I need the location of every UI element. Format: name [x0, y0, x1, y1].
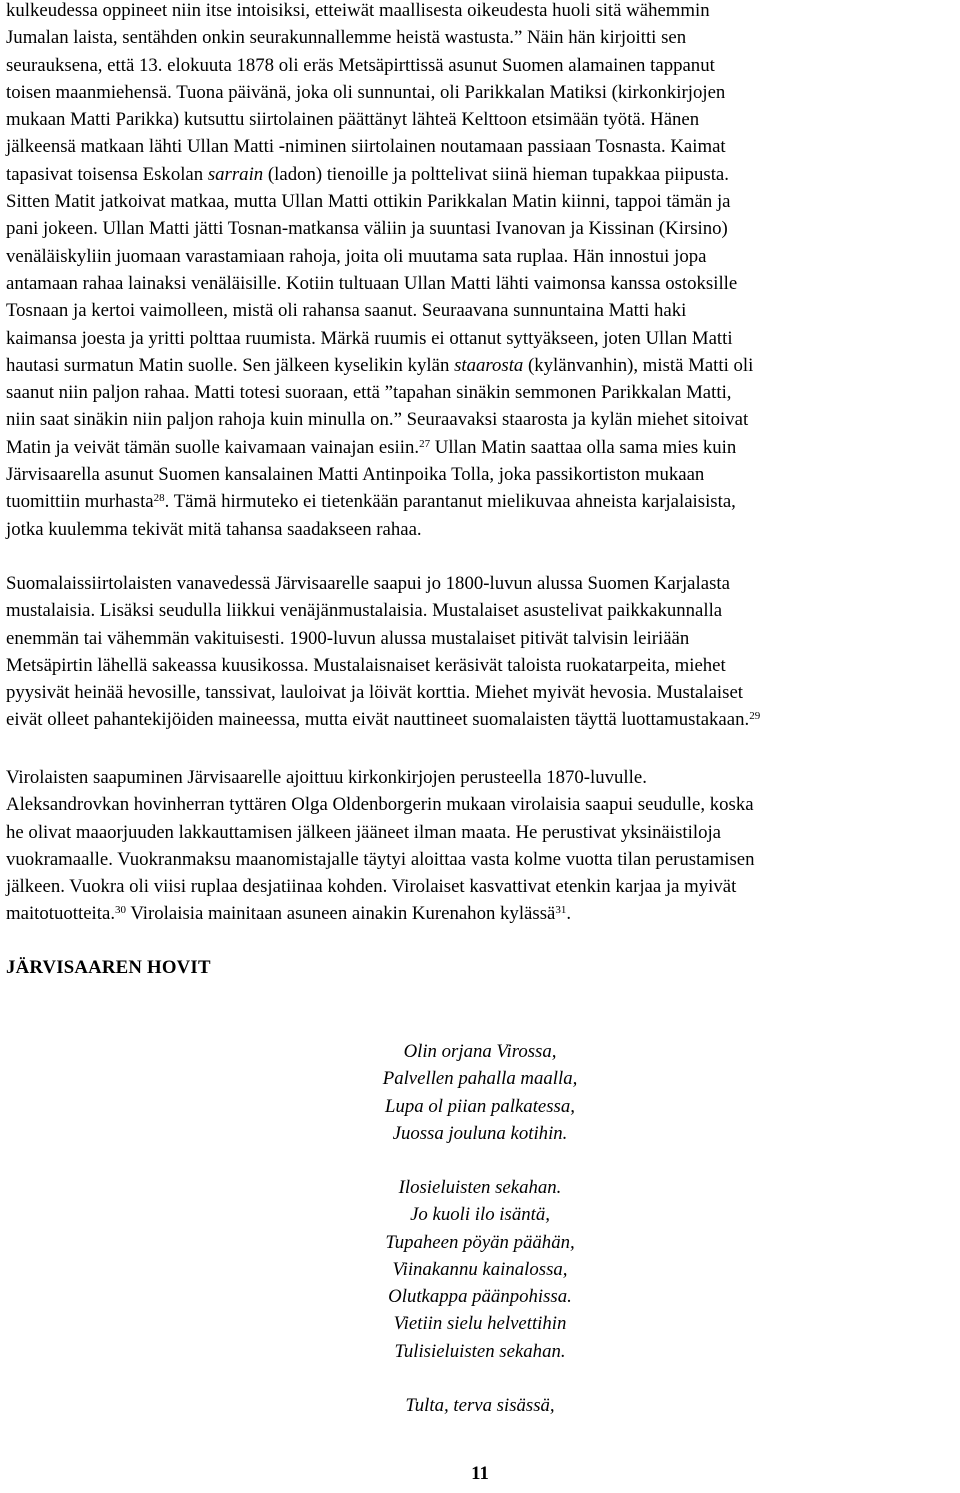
text-line: pyysivät heinää hevosille, tanssivat, lauloivat ja löivät korttia. Miehet myivät hevosia. Mustalaiset [6, 682, 743, 704]
text-line: tapasivat toisensa Eskolan sarrain (ladon) tienoille ja polttelivat siinä hieman tupakkaa piipusta. [6, 163, 729, 185]
footnote-ref: 28 [153, 492, 165, 505]
poem-line: Vietiin sielu helvettihin [393, 1313, 567, 1335]
text-line: mukaan Matti Parikka) kutsuttu siirtolainen päättänyt lähteä Kelttoon etsimään työtä. Hänen [6, 109, 700, 131]
text-line: Järvisaarella asunut Suomen kansalainen Matti Antinpoika Tolla, joka passikortiston mukaan [6, 464, 705, 486]
text-line: kaimansa joesta ja yritti polttaa ruumista. Märkä ruumis ei ottanut syttyäkseen, joten Ullan Matti [6, 327, 733, 349]
italic-term: sarrain [207, 163, 264, 185]
text-line: pani jokeen. Ullan Matti jätti Tosnan-matkansa väliin ja suuntasi Ivanovan ja Kissinan (Kirsino) [6, 218, 728, 240]
text-line: jälkeensä matkaan lähti Ullan Matti -niminen siirtolainen noutamaan passiaan Tosnasta. Kaimat [6, 136, 726, 158]
text-line: jälkeen. Vuokra oli viisi ruplaa desjatiinaa kohden. Virolaiset kasvattivat etenkin karjaa ja myivät [6, 876, 737, 898]
text-line: toisen maanmiehensä. Tuona päivänä, joka oli sunnuntai, oli Parikkalan Matiksi (kirkonkirjojen [6, 81, 726, 103]
text-line: maitotuotteita.$^{30}$ Virolaisia mainitaan asuneen ainakin Kurenahon kylässä$^{31}$. [6, 903, 572, 925]
text-line: Sitten Matit jatkoivat matkaa, mutta Ullan Matti ottikin Parikkalan Matin kiinni, tappoi tämän ja [6, 191, 731, 213]
poem-line: Tulisieluisten sekahan. [394, 1340, 566, 1362]
text-line: he olivat maaorjuuden lakkauttamisen jälkeen jääneet ilman maata. He perustivat yksinäistiloja [6, 821, 722, 843]
text-line: jotka kuulemma tekivät mitä tahansa saadakseen rahaa. [6, 518, 422, 540]
poem-line: Ilosieluisten sekahan. [398, 1177, 562, 1198]
footnote-ref: 30 [115, 904, 127, 917]
poem-line: Tulta, terva sisässä, [405, 1395, 555, 1416]
text-line: mustalaisia. Lisäksi seudulla liikkui venäjänmustalaisia. Mustalaiset asustelivat paikkakunnalla [6, 600, 723, 622]
poem-line: Jo kuoli ilo isäntä, [410, 1204, 550, 1226]
paragraph-murder-story [6, 0, 950, 543]
page-number: 11 [471, 1463, 489, 1484]
poem-line: Palvellen pahalla maalla, [382, 1068, 578, 1090]
text-line: Aleksandrovkan hovinherran tyttären Olga Oldenborgerin mukaan virolaisia saapui seudulle, koska [6, 794, 754, 816]
text-line: antamaan rahaa lainaksi venäläisille. Kotiin tultuaan Ullan Matti lähti vaimonsa kanssa ostoksille [6, 272, 738, 294]
text-line: Jumalan laista, sentähden onkin seurakunnallemme heistä wastusta.” Näin hän kirjoitti sen [6, 27, 687, 49]
text-line: Matin ja veivät tämän suolle kaivamaan vainajan esiin.$^{27}$ Ullan Matin saattaa olla sama mies kuin [6, 436, 737, 458]
poem-stanza [280, 1392, 680, 1419]
poem-stanza [280, 1174, 680, 1365]
footnote-ref: 31 [555, 904, 567, 917]
footnote-ref: 27 [419, 437, 431, 450]
text-line: seurauksena, että 13. elokuuta 1878 oli eräs Metsäpirttissä asunut Suomen alamainen tappanut [6, 54, 715, 76]
poem-line: Tupaheen pöyän päähän, [385, 1231, 575, 1253]
text-line: eivät olleet pahantekijöiden maineessa, mutta eivät nauttineet suomalaisten täyttä luottamustakaan.$^{29}$ [6, 709, 761, 731]
text-line: niin saat sinäkin niin paljon rahoja kuin minulla on.” Seuraavaksi staarosta ja kylän miehet sitoivat [6, 409, 749, 431]
text-line: kulkeudessa oppineet niin itse intoisiksi, etteiwät maallisesta oikeudesta huoli sitä wähemmin [6, 0, 710, 21]
poem-stanza [280, 1038, 680, 1147]
italic-term: staarosta [454, 354, 524, 376]
poem-line: Olin orjana Virossa, [403, 1041, 557, 1062]
text-line: hautasi surmatun Matin suolle. Sen jälkeen kyselikin kylän staarosta (kylänvanhin), mistä Matti oli [6, 354, 754, 376]
paragraph-gypsies [6, 570, 950, 734]
section-heading: JÄRVISAAREN HOVIT [6, 957, 211, 978]
text-line: enemmän tai vähemmän vakituisesti. 1900-luvun alussa mustalaiset pitivät talvisin leiriään [6, 627, 690, 649]
text-line: Metsäpirtin lähellä sakeassa kuusikossa. Mustalaisnaiset keräsivät taloista ruokatarpeita, miehet [6, 654, 726, 676]
text-line: Virolaisten saapuminen Järvisaarelle ajoittuu kirkonkirjojen perusteella 1870-luvulle. [6, 767, 647, 788]
footnote-ref: 29 [749, 710, 761, 723]
poem-line: Juossa jouluna kotihin. [392, 1122, 568, 1144]
text-line: venäläiskyliin juomaan varastamiaan rahoja, joita oli muutama sata ruplaa. Hän innostui jopa [6, 245, 707, 267]
poem-line: Lupa ol piian palkatessa, [385, 1095, 575, 1117]
text-line: saanut niin paljon rahaa. Matti totesi suoraan, että ”tapahan sinäkin semmonen Parikkalan Matti, [6, 382, 732, 404]
text-line: tuomittiin murhasta$^{28}$. Tämä hirmuteko ei tietenkään parantanut mielikuvaa ahneista karjalaisista, [6, 491, 736, 513]
text-line: Suomalaissiirtolaisten vanavedessä Järvisaarelle saapui jo 1800-luvun alussa Suomen Karjalasta [6, 573, 730, 594]
text-line: vuokramaalle. Vuokranmaksu maanomistajalle täytyi aloittaa vasta kolme vuotta tilan perustamisen [6, 848, 755, 870]
poem-line: Olutkappa päänpohissa. [388, 1286, 572, 1308]
text-line: Tosnaan ja kertoi vaimolleen, mistä oli rahansa saanut. Seuraavana sunnuntaina Matti haki [6, 300, 687, 322]
paragraph-estonians [6, 764, 950, 928]
poem-line: Viinakannu kainalossa, [392, 1258, 568, 1280]
